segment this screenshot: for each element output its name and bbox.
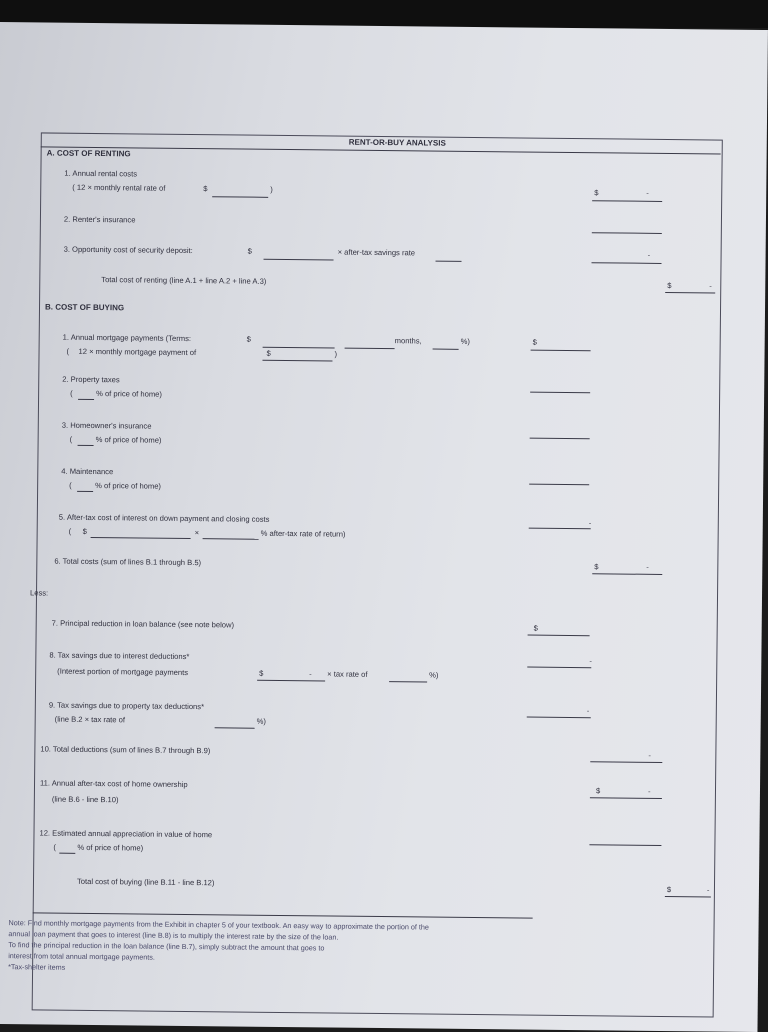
line-b5-times: ×: [194, 528, 200, 538]
line-b3-detail: % of price of home): [95, 435, 162, 445]
line-b1-label: 1. Annual mortgage payments (Terms:: [62, 332, 192, 344]
line-a1-amount-dash: -: [646, 188, 649, 198]
line-b3-open: (: [69, 434, 73, 444]
note-line-5: *Tax-shelter items: [8, 962, 66, 972]
line-b2-label: 2. Property taxes: [62, 374, 120, 385]
total-buying-dollar: $: [666, 885, 672, 895]
line-b1-pct: %): [460, 336, 471, 346]
line-b7-label: 7. Principal reduction in loan balance (see note below): [51, 618, 235, 630]
line-b8-detail: (Interest portion of mortgage payments: [57, 666, 189, 678]
line-b5-amount-dash: -: [588, 518, 592, 528]
total-buying-dash: -: [706, 885, 710, 895]
line-b4-open: (: [69, 480, 72, 490]
line-b6-label: 6. Total costs (sum of lines B.1 through B.5): [54, 556, 202, 568]
line-b4-pct-field[interactable]: [77, 491, 93, 492]
line-b10-dash: -: [648, 750, 651, 760]
line-b1-months: months,: [394, 336, 422, 346]
line-b1-dollar: $: [246, 334, 251, 344]
line-b5-detail: % after-tax rate of return): [260, 528, 346, 539]
total-renting-label: Total cost of renting (line A.1 + line A.2 + line A.3): [101, 275, 267, 286]
line-b5-label: 5. After-tax cost of interest on down payment and closing costs: [58, 512, 270, 524]
line-b4-detail: % of price of home): [95, 481, 162, 491]
total-renting-dollar: $: [667, 281, 672, 291]
line-b11-dollar: $: [595, 786, 601, 796]
line-b11-label: 11. Annual after-tax cost of home ownership: [39, 778, 188, 790]
line-b5-dollar: $: [82, 526, 87, 536]
total-buying-label: Total cost of buying (line B.11 - line B.12): [76, 876, 215, 888]
line-a1-detail: ( 12 × monthly rental rate of: [72, 182, 166, 193]
line-b8-amount-dash: -: [589, 656, 592, 666]
line-b7-dollar: $: [533, 623, 538, 633]
total-renting-dash: -: [709, 281, 712, 291]
note-line-3: To find the principal reduction in the loan balance (line B.7), simply subtract the amount that goes to: [8, 940, 325, 953]
line-a3-label: 3. Opportunity cost of security deposit:: [63, 244, 193, 256]
line-b12-pct-field[interactable]: [59, 853, 75, 854]
line-b9-pct: %): [256, 716, 267, 726]
section-a-heading: A. COST OF RENTING: [46, 148, 131, 159]
note-line-1: Note: Find monthly mortgage payments from the Exhibit in chapter 5 of your textbook. An easy way to approximate the portion of the: [8, 918, 429, 932]
line-b2-open: (: [70, 388, 73, 398]
line-b8-pct: %): [429, 670, 439, 680]
note-line-4: interest from total annual mortgage payments.: [8, 951, 155, 962]
line-b12-open: (: [53, 842, 56, 852]
form-title: RENT-OR-BUY ANALYSIS: [348, 137, 446, 148]
line-b8-dollar: $: [259, 668, 264, 678]
worksheet-page: [0, 22, 768, 1032]
line-a2-label: 2. Renter's insurance: [63, 214, 136, 225]
line-a1-dollar: $: [203, 184, 208, 194]
line-b2-pct-field[interactable]: [78, 399, 94, 400]
line-a3-dollar: $: [247, 246, 252, 256]
line-b1-close: ): [334, 349, 338, 359]
line-b2-detail: % of price of home): [96, 389, 163, 399]
line-b12-label: 12. Estimated annual appreciation in value of home: [39, 828, 213, 840]
line-a1-amount-dollar: $: [594, 188, 599, 198]
line-b8-label: 8. Tax savings due to interest deductions*: [49, 650, 190, 662]
line-a1-close: ): [270, 184, 273, 194]
line-b11-detail: (line B.6 - line B.10): [51, 794, 119, 805]
line-b9-label: 9. Tax savings due to property tax deductions*: [48, 700, 205, 712]
line-a3-rate-label: × after-tax savings rate: [337, 247, 416, 258]
line-b5-open: (: [68, 526, 72, 536]
line-b3-pct-field[interactable]: [78, 445, 94, 446]
line-b9-amount-dash: -: [586, 706, 590, 716]
line-b1-payment-dollar: $: [266, 348, 271, 358]
line-b1-detail: 12 × monthly mortgage payment of: [78, 346, 197, 358]
less-label: Less:: [29, 588, 49, 598]
note-line-2: annual loan payment that goes to interest (line B.8) is to multiply the interest rate by the size of the loan.: [8, 929, 339, 942]
line-b10-label: 10. Total deductions (sum of lines B.7 through B.9): [40, 744, 211, 756]
line-a3-amount-dash: -: [647, 250, 651, 260]
line-b8-taxrate: × tax rate of: [327, 669, 368, 679]
line-b8-dash: -: [309, 669, 312, 679]
line-b6-dollar: $: [594, 562, 599, 572]
line-b1-amount-dollar: $: [532, 337, 537, 347]
line-b1-open: (: [66, 346, 70, 356]
line-b9-detail: (line B.2 × tax rate of: [54, 714, 126, 725]
line-a1-label: 1. Annual rental costs: [64, 168, 138, 179]
line-b6-dash: -: [646, 562, 649, 572]
section-b-heading: B. COST OF BUYING: [44, 302, 125, 313]
line-b12-detail: % of price of home): [77, 842, 144, 853]
line-b11-dash: -: [647, 786, 651, 796]
line-b3-label: 3. Homeowner's insurance: [61, 420, 152, 431]
line-b4-label: 4. Maintenance: [61, 466, 114, 477]
